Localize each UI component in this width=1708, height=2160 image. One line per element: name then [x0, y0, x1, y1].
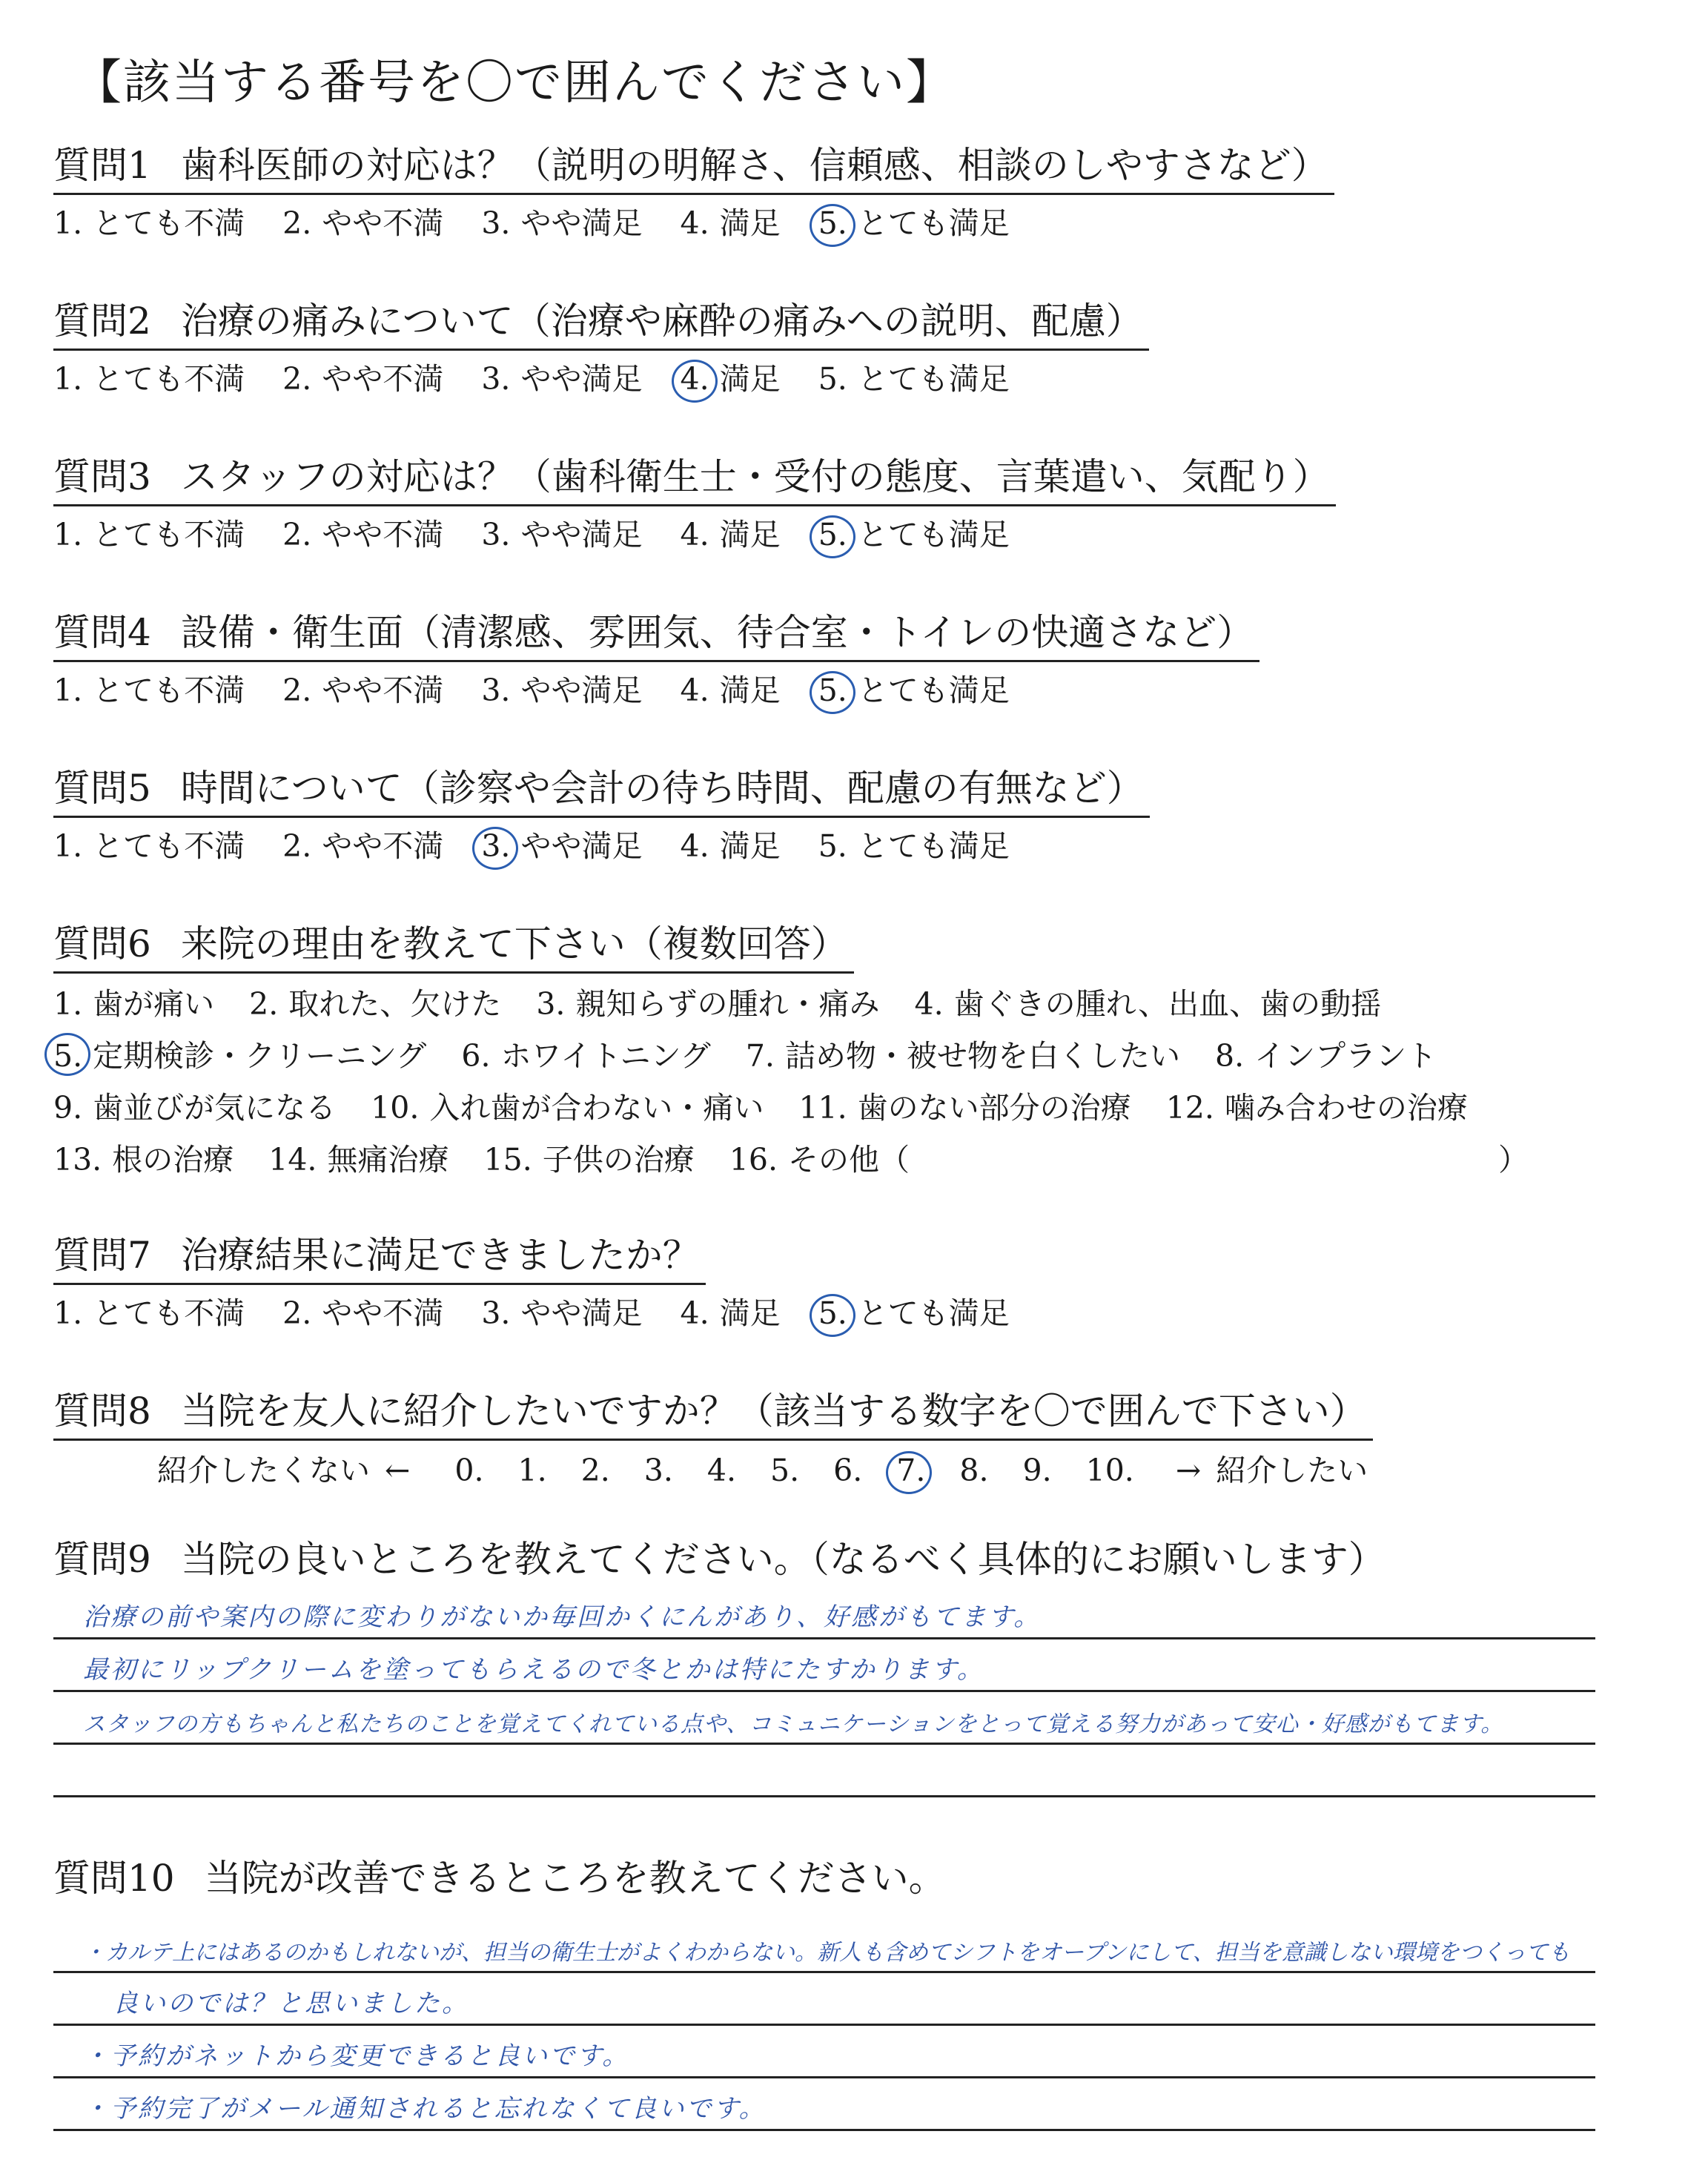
- reason-option-4[interactable]: 4. 歯ぐきの腫れ、出血、歯の動揺: [914, 986, 1382, 1022]
- answer-line[interactable]: [53, 1692, 1595, 1745]
- reason-option-8[interactable]: 8. インプラント: [1215, 1038, 1437, 1074]
- handwritten-answer: ・予約完了がメール通知されると忘れなくて良いです。: [83, 2094, 767, 2124]
- question-text: 時間について（診察や会計の待ち時間、配慮の有無など）: [180, 767, 1144, 810]
- question-5: [53, 764, 1150, 868]
- rating-options: [53, 512, 1336, 557]
- handwritten-answer: ・カルテ上にはあるのかもしれないが、担当の衛生士がよくわからない。新人も含めてシフトをオープンにして、担当を意識しない環境をつくっても: [83, 1940, 1571, 1966]
- scale-value-10[interactable]: 10.: [1085, 1453, 1134, 1488]
- handwritten-answer: 最初にリップクリームを塗ってもらえるので冬とかは特にたすかります。: [83, 1655, 984, 1685]
- option-2[interactable]: 2. やや不満: [282, 361, 444, 397]
- option-4[interactable]: 4. 満足: [680, 517, 781, 552]
- scale-value-0[interactable]: 0.: [454, 1453, 484, 1488]
- option-5-selected[interactable]: 5. とても満足: [818, 668, 1010, 713]
- option-5-selected[interactable]: 5. とても満足: [818, 512, 1010, 557]
- option-4[interactable]: 4. 満足: [680, 1295, 781, 1331]
- scale-right-label: 紹介したい: [1216, 1453, 1368, 1488]
- question-heading: [53, 1535, 1391, 1587]
- reason-option-11[interactable]: 11. 歯のない部分の治療: [798, 1090, 1131, 1126]
- page-title: 【該当する番号を〇で囲んでください】: [74, 56, 955, 110]
- question-text: 治療結果に満足できましたか？: [180, 1234, 700, 1277]
- question-number: 質問6: [53, 922, 151, 965]
- scale-value-8[interactable]: 8.: [959, 1453, 989, 1488]
- reason-option-7[interactable]: 7. 詰め物・被せ物を白くしたい: [745, 1038, 1180, 1074]
- question-text: スタッフの対応は？（歯科衛生士・受付の態度、言葉遣い、気配り）: [180, 455, 1330, 498]
- question-2: [53, 297, 1149, 401]
- scale-left-label: 紹介したくない: [157, 1453, 370, 1488]
- rating-options: [53, 201, 1334, 245]
- reason-option-5-selected[interactable]: 5. 定期検診・クリーニング: [53, 1030, 426, 1082]
- handwritten-answer: 治療の前や案内の際に変わりがないか毎回かくにんがあり、好感がもてます。: [83, 1602, 1042, 1632]
- right-arrow-icon: →: [1175, 1453, 1202, 1488]
- option-3-selected[interactable]: 3. やや満足: [481, 824, 642, 868]
- option-1[interactable]: 1. とても不満: [53, 361, 245, 397]
- answer-line[interactable]: [53, 1639, 1595, 1692]
- scale-value-4[interactable]: 4.: [706, 1453, 736, 1488]
- answer-line[interactable]: [53, 1587, 1595, 1639]
- question-heading: [53, 1854, 952, 1906]
- option-1[interactable]: 1. とても不満: [53, 828, 245, 864]
- option-4[interactable]: 4. 満足: [680, 205, 781, 241]
- question-text: 来院の理由を教えて下さい（複数回答）: [180, 922, 848, 965]
- q10-answer-lines[interactable]: [53, 1920, 1595, 2131]
- scale-value-2[interactable]: 2.: [580, 1453, 610, 1488]
- question-heading: [53, 1231, 706, 1285]
- option-5[interactable]: 5. とても満足: [818, 361, 1010, 397]
- question-heading: [53, 452, 1336, 506]
- question-number: 質問7: [53, 1234, 151, 1277]
- option-3[interactable]: 3. やや満足: [481, 205, 643, 241]
- option-3[interactable]: 3. やや満足: [481, 1295, 643, 1331]
- question-heading: [53, 141, 1334, 195]
- question-text: 当院が改善できるところを教えてください。: [204, 1857, 946, 1900]
- scale-value-9[interactable]: 9.: [1022, 1453, 1052, 1488]
- other-close-bracket: ）: [1498, 1142, 1529, 1178]
- option-2[interactable]: 2. やや不満: [282, 1295, 444, 1331]
- answer-line[interactable]: [53, 2026, 1595, 2078]
- reason-option-3[interactable]: 3. 親知らずの腫れ・痛み: [536, 986, 880, 1022]
- reason-row: [53, 978, 1529, 1030]
- option-2[interactable]: 2. やや不満: [282, 828, 444, 864]
- question-number: 質問9: [53, 1538, 151, 1581]
- answer-line[interactable]: [53, 1973, 1595, 2026]
- scale-value-6[interactable]: 6.: [833, 1453, 863, 1488]
- question-7: [53, 1231, 1038, 1335]
- reason-option-10[interactable]: 10. 入れ歯が合わない・痛い: [371, 1090, 764, 1126]
- question-heading: [53, 1387, 1373, 1441]
- reason-option-15[interactable]: 15. 子供の治療: [483, 1142, 695, 1178]
- reason-option-1[interactable]: 1. 歯が痛い: [53, 986, 215, 1022]
- option-5[interactable]: 5. とても満足: [818, 828, 1010, 864]
- rating-options: [53, 357, 1149, 401]
- option-4[interactable]: 4. 満足: [680, 673, 781, 708]
- question-heading: [53, 919, 854, 974]
- question-number: 質問3: [53, 455, 151, 498]
- scale-value-1[interactable]: 1.: [517, 1453, 547, 1488]
- scale-value-3[interactable]: 3.: [643, 1453, 673, 1488]
- option-3[interactable]: 3. やや満足: [481, 517, 643, 552]
- option-4[interactable]: 4. 満足: [680, 828, 781, 864]
- option-2[interactable]: 2. やや不満: [282, 205, 444, 241]
- question-3: [53, 452, 1336, 557]
- option-1[interactable]: 1. とても不満: [53, 517, 245, 552]
- question-4: [53, 608, 1260, 713]
- question-heading: [53, 608, 1260, 662]
- answer-line[interactable]: [53, 2078, 1595, 2131]
- option-1[interactable]: 1. とても不満: [53, 1295, 245, 1331]
- question-1: [53, 141, 1334, 245]
- question-text: 当院を友人に紹介したいですか？（該当する数字を〇で囲んで下さい）: [180, 1390, 1367, 1433]
- question-10: [53, 1854, 952, 1906]
- option-5-selected[interactable]: 5. とても満足: [818, 201, 1010, 245]
- question-number: 質問8: [53, 1390, 151, 1433]
- question-number: 質問1: [53, 144, 151, 187]
- option-2[interactable]: 2. やや不満: [282, 673, 444, 708]
- question-heading: [53, 297, 1149, 351]
- rating-options: [53, 1291, 1038, 1335]
- handwritten-answer: スタッフの方もちゃんと私たちのことを覚えてくれている点や、コミュニケーションをとって覚える努力があって安心・好感がもてます。: [83, 1711, 1504, 1737]
- rating-options: [53, 668, 1260, 713]
- question-text: 当院の良いところを教えてください。（なるべく具体的にお願いします）: [180, 1538, 1386, 1581]
- left-arrow-icon: ←: [385, 1453, 411, 1488]
- answer-line[interactable]: [53, 1920, 1595, 1973]
- question-text: 設備・衛生面（清潔感、雰囲気、待合室・トイレの快適さなど）: [180, 611, 1254, 654]
- reason-row: [53, 1082, 1529, 1134]
- question-number: 質問5: [53, 767, 151, 810]
- reason-row: [53, 1030, 1529, 1082]
- option-3[interactable]: 3. やや満足: [481, 361, 643, 397]
- option-2[interactable]: 2. やや不満: [282, 517, 444, 552]
- handwritten-answer: 良いのでは？と思いました。: [113, 1989, 469, 2018]
- question-number: 質問4: [53, 611, 151, 654]
- question-6: [53, 919, 1529, 1186]
- q9-answer-lines[interactable]: [53, 1587, 1595, 1797]
- scale-value-7-selected[interactable]: 7.: [896, 1448, 925, 1493]
- reason-options: [53, 978, 1529, 1186]
- option-4-selected[interactable]: 4. 満足: [681, 357, 781, 401]
- reason-option-13[interactable]: 13. 根の治療: [53, 1142, 234, 1178]
- question-9: [53, 1535, 1391, 1587]
- reason-option-9[interactable]: 9. 歯並びが気になる: [53, 1090, 337, 1126]
- option-1[interactable]: 1. とても不満: [53, 205, 245, 241]
- option-5-selected[interactable]: 5. とても満足: [818, 1291, 1010, 1335]
- option-3[interactable]: 3. やや満足: [481, 673, 643, 708]
- question-number: 質問2: [53, 300, 151, 343]
- reason-row: [53, 1134, 1529, 1186]
- question-heading: [53, 764, 1150, 818]
- reason-option-12[interactable]: 12. 噛み合わせの治療: [1165, 1090, 1468, 1126]
- reason-option-6[interactable]: 6. ホワイトニング: [461, 1038, 711, 1074]
- question-number: 質問10: [53, 1857, 175, 1900]
- question-text: 歯科医師の対応は？（説明の明解さ、信頼感、相談のしやすさなど）: [180, 144, 1328, 187]
- handwritten-answer: ・予約がネットから変更できると良いです。: [83, 2041, 630, 2071]
- option-1[interactable]: 1. とても不満: [53, 673, 245, 708]
- question-8: [53, 1387, 1383, 1493]
- question-text: 治療の痛みについて（治療や麻酔の痛みへの説明、配慮）: [180, 300, 1143, 343]
- rating-options: [53, 824, 1150, 868]
- reason-option-14[interactable]: 14. 無痛治療: [268, 1142, 449, 1178]
- recommend-scale: [53, 1448, 1383, 1493]
- answer-line[interactable]: [53, 1745, 1595, 1797]
- reason-option-2[interactable]: 2. 取れた、欠けた: [249, 986, 502, 1022]
- scale-value-5[interactable]: 5.: [769, 1453, 800, 1488]
- reason-option-16[interactable]: 16. その他（: [729, 1142, 910, 1178]
